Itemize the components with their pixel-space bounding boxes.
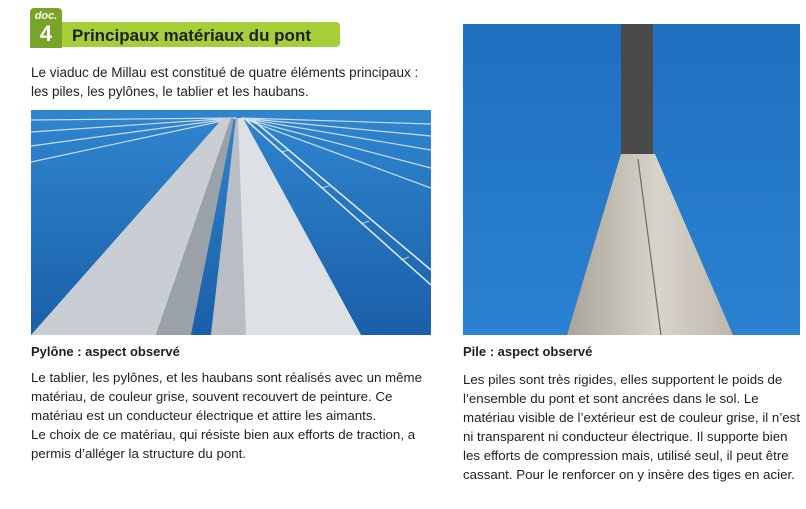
doc-label: doc. [34,10,58,22]
document-title: Principaux matériaux du pont [72,26,311,45]
pier-caption: Pile : aspect observé [463,344,593,359]
pylon-paragraph-choice: Le choix de ce matériau, qui résiste bien aux efforts de traction, a permis d’alléger la structure du pont. [31,427,416,461]
doc-number-badge [30,8,62,48]
pylon-caption: Pylône : aspect observé [31,344,180,359]
intro-text: Le viaduc de Millau est constitué de quatre éléments principaux : les piles, les pylônes, le tablier et les haubans. [31,65,419,99]
pier-description [463,370,803,484]
pylon-paragraph-material: Le tablier, les pylônes, et les haubans sont réalisés avec un même matériau, de couleur grise, souvent recouvert de peinture. Ce matériau est un conducteur électrique et attire les aimants. [31,370,423,423]
pier-paragraph: Les piles sont très rigides, elles supportent le poids de l’ensemble du pont et sont ancrées dans le sol. Le matériau visible de l’extérieur est de couleur grise, il n’est ni transparent ni conducteur électrique. Il supporte bien les efforts de compression mais, utilisé seul, il peut être cassant. Pour le renforcer on y insère des tiges en acier. [463,372,801,482]
pylon-description [31,368,426,463]
pylon-photo [31,110,431,335]
doc-number: 4 [39,21,53,46]
pier-photo [463,24,800,335]
